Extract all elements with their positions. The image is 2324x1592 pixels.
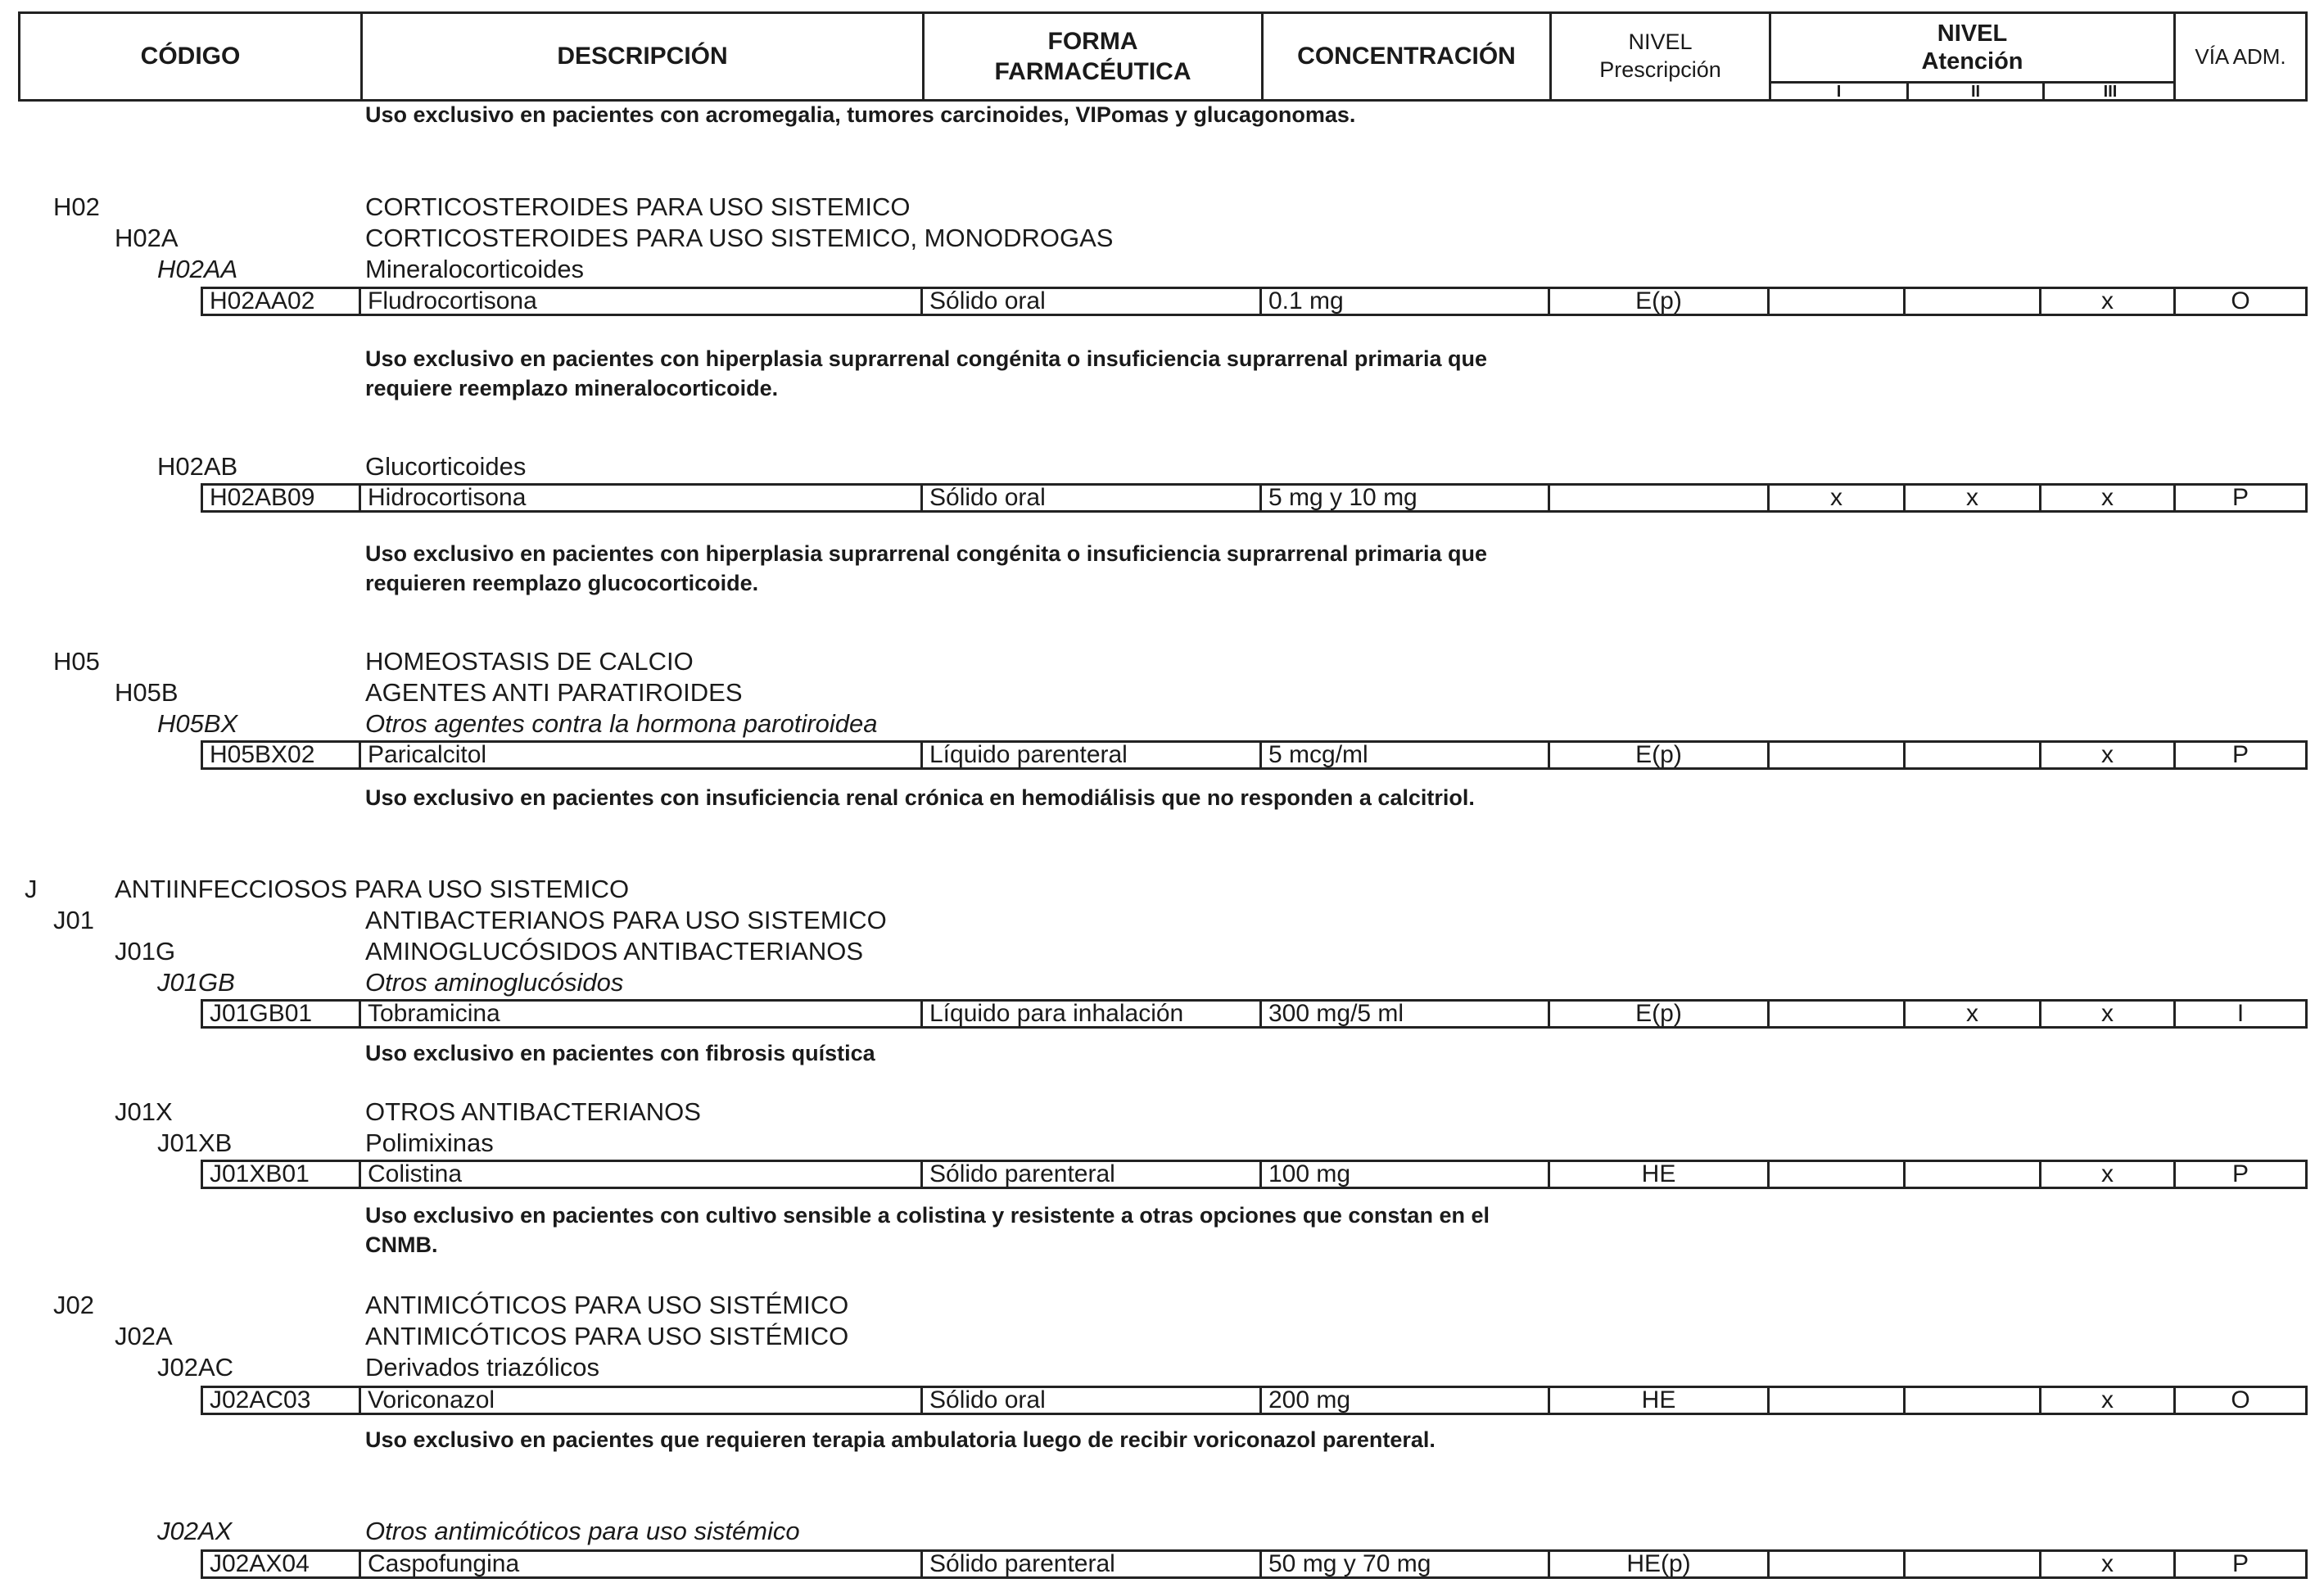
subgroup-code: J02A [115,1322,173,1350]
table-row [201,1160,2308,1189]
header-nivel-i: I [1771,84,1909,102]
cell-nivel-i [1770,1552,1906,1576]
group-description: ANTIMICÓTICOS PARA USO SISTÉMICO [365,1291,849,1319]
class-code: H02AB [157,452,238,481]
cell-nivel-ii [1906,1162,2041,1187]
note-text: Uso exclusivo en pacientes con hiperplasia suprarrenal congénita o insuficiencia suprarrenal primaria que requiere reemplazo mineralocorticoide. [365,346,1487,400]
cell-via: P [2231,743,2249,767]
cell-prescripcion: E(p) [1550,1002,1770,1026]
header-nivel-prescripcion-line1: NIVEL [1628,29,1693,55]
cell-description: Colistina [361,1162,923,1187]
header-codigo: CÓDIGO [20,14,363,99]
cell-code: J02AX04 [203,1552,361,1576]
cell-description: Caspofungina [361,1552,923,1576]
cell-description: Tobramicina [361,1002,923,1026]
cell-nivel-iii: x [2041,1552,2176,1576]
cell-nivel-i [1770,1002,1906,1026]
header-nivel-prescripcion-line2: Prescripción [1599,57,1721,82]
group-code: J [25,875,38,903]
group-code: H05 [53,647,100,676]
cell-concentracion: 5 mg y 10 mg [1262,486,1550,510]
cell-nivel-i [1770,289,1906,314]
cell-prescripcion [1550,486,1770,510]
cell-nivel-i: x [1770,486,1906,510]
class-code: J02AC [157,1353,234,1382]
cell-code: J01GB01 [203,1002,361,1026]
subgroup-code: J01X [115,1097,173,1126]
subgroup-description: CORTICOSTEROIDES PARA USO SISTEMICO, MONODROGAS [365,224,1114,252]
cell-description: Paricalcitol [361,743,923,767]
class-description: Otros agentes contra la hormona parotiroidea [365,709,878,738]
cell-via: P [2231,1552,2249,1576]
cell-forma: Sólido parenteral [923,1552,1262,1576]
note-text: Uso exclusivo en pacientes con acromegalia, tumores carcinoides, VIPomas y glucagonomas. [365,102,1356,127]
cell-code: H02AB09 [203,486,361,510]
cell-concentracion: 50 mg y 70 mg [1262,1552,1550,1576]
group-description: ANTIINFECCIOSOS PARA USO SISTEMICO [115,875,630,903]
table-row [201,483,2308,513]
cell-via: O [2231,289,2250,314]
cell-nivel-iii: x [2041,1162,2176,1187]
class-code: J01GB [157,968,235,997]
cell-concentracion: 5 mcg/ml [1262,743,1550,767]
cell-forma: Sólido oral [923,289,1262,314]
note-text: Uso exclusivo en pacientes con cultivo sensible a colistina y resistente a otras opciones que constan en el CNMB. [365,1203,1490,1257]
cell-concentracion: 0.1 mg [1262,289,1550,314]
cell-nivel-ii [1906,743,2041,767]
subgroup-code: J01 [53,906,94,934]
cell-nivel-ii [1906,289,2041,314]
cell-via: P [2231,486,2249,510]
cell-nivel-iii: x [2041,743,2176,767]
class-code: H02AA [157,255,238,283]
table-row [201,999,2308,1029]
class-description: Polimixinas [365,1128,494,1157]
subgroup-code: H05B [115,678,179,707]
table-row [201,287,2308,316]
header-nivel-atencion-line2: Atención [1921,48,2023,75]
table-row [201,1549,2308,1579]
cell-prescripcion: HE(p) [1550,1552,1770,1576]
subgroup-description: OTROS ANTIBACTERIANOS [365,1097,701,1126]
group-code: H02 [53,192,100,221]
class-description: Mineralocorticoides [365,255,585,283]
header-nivel-atencion-line1: NIVEL [1937,20,2008,47]
cell-via: P [2231,1162,2249,1187]
cell-forma: Sólido oral [923,1388,1262,1413]
note-text: Uso exclusivo en pacientes con hiperplasia suprarrenal congénita o insuficiencia suprarrenal primaria que requieren reemplazo glucocorticoide. [365,541,1487,595]
header-forma-farmaceutica: FORMA FARMACÉUTICA [925,14,1264,99]
cell-nivel-ii: x [1906,486,2041,510]
cell-nivel-iii: x [2041,1388,2176,1413]
cell-prescripcion: E(p) [1550,289,1770,314]
header-nivel-iii: III [2103,83,2118,101]
class-description: Derivados triazólicos [365,1353,599,1382]
group-description: CORTICOSTEROIDES PARA USO SISTEMICO [365,192,911,221]
cell-nivel-iii: x [2041,486,2176,510]
cell-description: Hidrocortisona [361,486,923,510]
group-code: J02 [53,1291,94,1319]
class-description: Glucorticoides [365,452,527,481]
header-nivel-subcolumns [1771,81,2176,99]
cell-code: J01XB01 [203,1162,361,1187]
subgroup-code: J01G [115,937,176,966]
cell-description: Fludrocortisona [361,289,923,314]
cell-concentracion: 200 mg [1262,1388,1550,1413]
subgroup-code: H02A [115,224,179,252]
cell-concentracion: 100 mg [1262,1162,1550,1187]
cell-code: J02AC03 [203,1388,361,1413]
cell-prescripcion: E(p) [1550,743,1770,767]
cell-nivel-i [1770,743,1906,767]
header-nivel-ii: II [1909,84,2045,102]
cell-prescripcion: HE [1550,1388,1770,1413]
cell-code: H02AA02 [203,289,361,314]
table-header [18,11,2308,102]
header-via-adm: VÍA ADM. [2195,43,2286,69]
cell-nivel-ii [1906,1552,2041,1576]
subgroup-description: ANTIMICÓTICOS PARA USO SISTÉMICO [365,1322,849,1350]
group-description: HOMEOSTASIS DE CALCIO [365,647,694,676]
cell-concentracion: 300 mg/5 ml [1262,1002,1550,1026]
header-descripcion: DESCRIPCIÓN [363,14,925,99]
note-text: Uso exclusivo en pacientes con insuficiencia renal crónica en hemodiálisis que no responden a calcitriol. [365,785,1475,810]
cell-via: I [2236,1002,2245,1026]
cell-forma: Sólido oral [923,486,1262,510]
cell-forma: Líquido para inhalación [923,1002,1262,1026]
table-row [201,740,2308,770]
subgroup-description: AMINOGLUCÓSIDOS ANTIBACTERIANOS [365,937,864,966]
subgroup-description: ANTIBACTERIANOS PARA USO SISTEMICO [365,906,887,934]
cell-code: H05BX02 [203,743,361,767]
header-nivel-atencion [1771,14,2176,99]
cell-nivel-ii: x [1906,1002,2041,1026]
class-code: J01XB [157,1128,233,1157]
table-row [201,1386,2308,1415]
cell-prescripcion: HE [1550,1162,1770,1187]
cell-nivel-iii: x [2041,289,2176,314]
class-code: J02AX [157,1517,233,1545]
class-code: H05BX [157,709,238,738]
cell-nivel-i [1770,1388,1906,1413]
cell-forma: Sólido parenteral [923,1162,1262,1187]
class-description: Otros aminoglucósidos [365,968,624,997]
class-description: Otros antimicóticos para uso sistémico [365,1517,800,1545]
note-text: Uso exclusivo en pacientes que requieren terapia ambulatoria luego de recibir voriconazol parenteral. [365,1427,1436,1452]
note-text: Uso exclusivo en pacientes con fibrosis quística [365,1041,875,1065]
header-nivel-prescripcion [1552,14,1771,99]
cell-via: O [2231,1388,2250,1413]
cell-nivel-i [1770,1162,1906,1187]
cell-nivel-iii: x [2041,1002,2176,1026]
cell-nivel-ii [1906,1388,2041,1413]
cell-description: Voriconazol [361,1388,923,1413]
subgroup-description: AGENTES ANTI PARATIROIDES [365,678,743,707]
cell-forma: Líquido parenteral [923,743,1262,767]
header-concentracion: CONCENTRACIÓN [1264,14,1552,99]
